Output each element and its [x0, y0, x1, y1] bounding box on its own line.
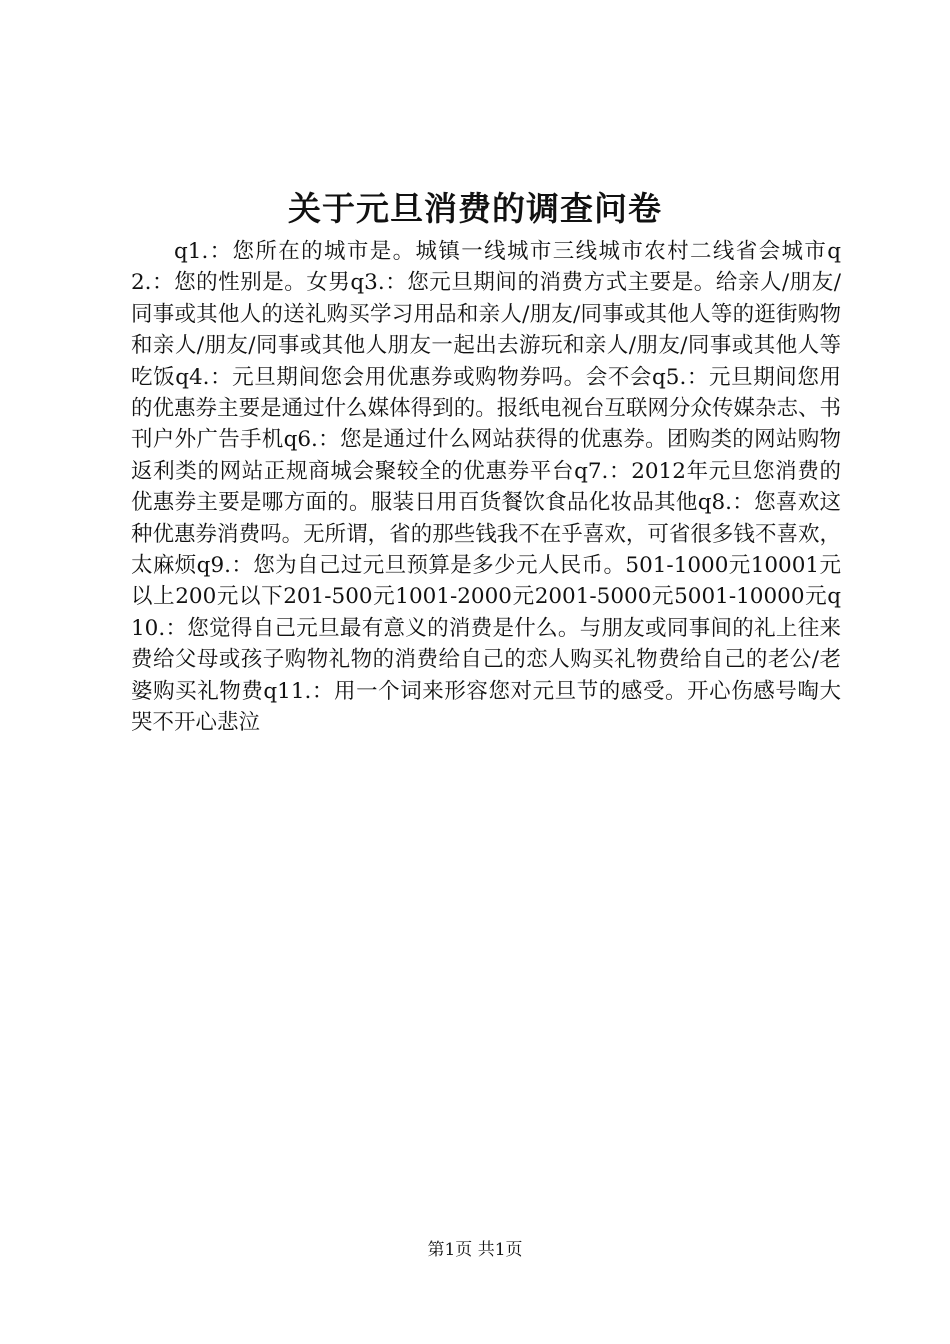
document-title: 关于元旦消费的调查问卷: [288, 189, 662, 228]
page-footer: 第1页 共1页: [427, 1240, 523, 1260]
document-body: q1.：您所在的城市是。城镇一线城市三线城市农村二线省会城市q2.：您的性别是。女男q3.：您元旦期间的消费方式主要是。给亲人/朋友/同事或其他人的送礼购买学习用品和亲人/朋友/同事或其他人等的逛街购物和亲人/朋友/同事或其他人朋友一起出去游玩和亲人/朋友/同事或其他人等吃饭q4.：元旦期间您会用优惠券或购物券吗。会不会q5.：元旦期间您用的优惠券主要是通过什么媒体得到的。报纸电视台互联网分众传媒杂志、书刊户外广告手机q6.：您是通过什么网站获得的优惠券。团购类的网站购物返利类的网站正规商城会聚较全的优惠券平台q7.：2012年元旦您消费的优惠券主要是哪方面的。服装日用百货餐饮食品化妆品其他q8.：您喜欢这种优惠券消费吗。无所谓，省的那些钱我不在乎喜欢，可省很多钱不喜欢，太麻烦q9.：您为自己过元旦预算是多少元人民币。501-1000元10001元以上200元以下201-500元1001-2000元2001-5000元5001-10000元q10.：您觉得自己元旦最有意义的消费是什么。与朋友或同事间的礼上往来费给父母或孩子购物礼物的消费给自己的恋人购买礼物费给自己的老公/老婆购买礼物费q11.：用一个词来形容您对元旦节的感受。开心伤感号啕大哭不开心悲泣: [131, 239, 841, 736]
